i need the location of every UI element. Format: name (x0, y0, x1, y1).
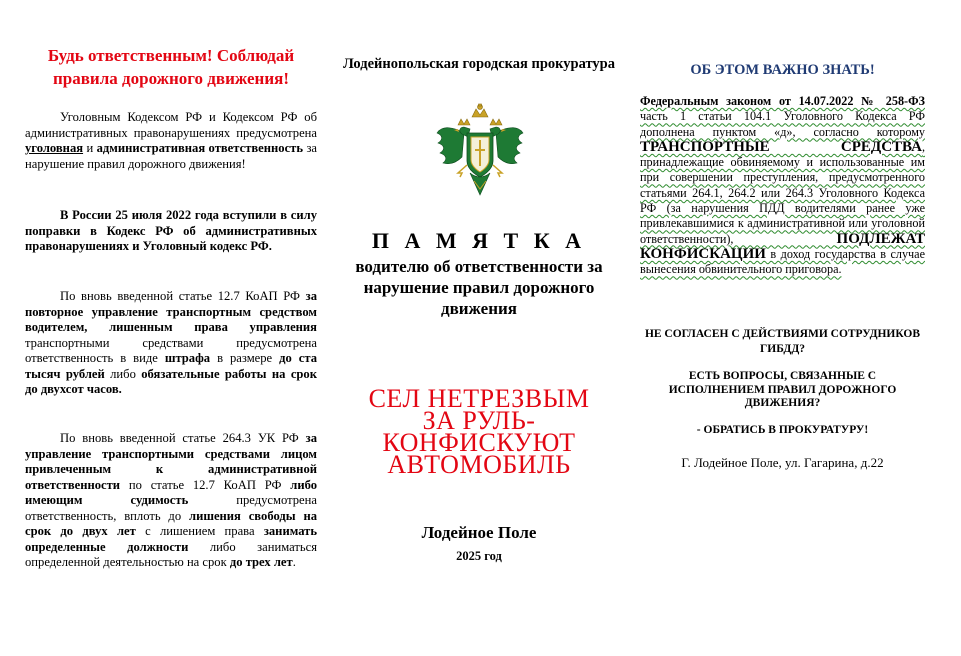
question-traffic-rules: ЕСТЬ ВОПРОСЫ, СВЯЗАННЫЕ С ИСПОЛНЕНИЕМ ПРАВИЛ ДОРОЖНОГО ДВИЖЕНИЯ? (668, 370, 897, 409)
slogan-line: ЗА РУЛЬ- (422, 406, 536, 435)
organization-name: Лодейнопольская городская прокуратура (342, 56, 615, 72)
leaflet-title: П А М Я Т К А (371, 228, 587, 253)
leaflet-subtitle: водителю об ответственности за нарушение правил дорожного движения (355, 257, 603, 318)
paragraph-article-12-7: По вновь введенной статье 12.7 КоАП РФ за повторное управление транспортным средством водителем, лишенным права управления транспортными средствами предусмотрена ответственность в виде штрафа в размере до ста тысяч рублей либо обязательные работы на срок до двухсот часов. (25, 289, 317, 396)
paragraph-article-264-3: По вновь введенной статье 264.3 УК РФ за управление транспортными средствами лицом привлеченным к административной ответственности по статье 12.7 КоАП РФ либо имеющим судимость предусмотрена ответственность, вплоть до лишения свободы на срок до двух лет с лишением права занимать определенные должности либо заниматься определенной деятельностью на срок до трех лет. (25, 431, 318, 569)
question-traffic-police: НЕ СОГЛАСЕН С ДЕЙСТВИЯМИ СОТРУДНИКОВ ГИБДД? (644, 328, 921, 355)
important-heading: ОБ ЭТОМ ВАЖНО ЗНАТЬ! (690, 62, 875, 78)
office-address: Г. Лодейное Поле, ул. Гагарина, д.22 (681, 455, 884, 470)
paragraph-amendments: В России 25 июля 2022 года вступили в силу поправки в Кодекс РФ об административных правонарушениях и Уголовный кодекс РФ. (25, 208, 317, 253)
slogan-line: КОНФИСКУЮТ (382, 428, 576, 457)
slogan-line: АВТОМОБИЛЬ (387, 450, 571, 479)
drunk-driving-slogan (330, 384, 628, 479)
federal-law-paragraph: Федеральным законом от 14.07.2022 № 258-ФЗ часть 1 статьи 104.1 Уголовного Кодекса РФ дополнена пунктом «д», согласно которому ТРАНСПОРТНЫЕ СРЕДСТВА, принадлежащие обвиняемому и использованные им при совершении преступления, предусмотренного статьями 264.1, 264.2 или 264.3 Уголовного Кодекса РФ (за нарушения ПДД водителями ранее уже привлекавшимися к административной или уголовной ответственности), ПОДЛЕЖАТ КОНФИСКАЦИИ в доход государства в случае вынесения обвинительного приговора. (640, 94, 925, 277)
paragraph-responsibility: Уголовным Кодексом РФ и Кодексом РФ об административных правонарушениях предусмотрена уголовная и административная ответственность за нарушение правил дорожного движения! (25, 110, 318, 171)
year-label: 2025 год (456, 549, 502, 563)
slogan-line: СЕЛ НЕТРЕЗВЫМ (368, 384, 590, 413)
left-heading: Будь ответственным! Соблюдай правила дорожного движения! (47, 46, 295, 88)
call-to-action: - ОБРАТИСЬ В ПРОКУРАТУРУ! (696, 424, 869, 436)
prosecutor-eagle-emblem-icon (434, 103, 526, 201)
city-name: Лодейное Поле (421, 523, 537, 542)
